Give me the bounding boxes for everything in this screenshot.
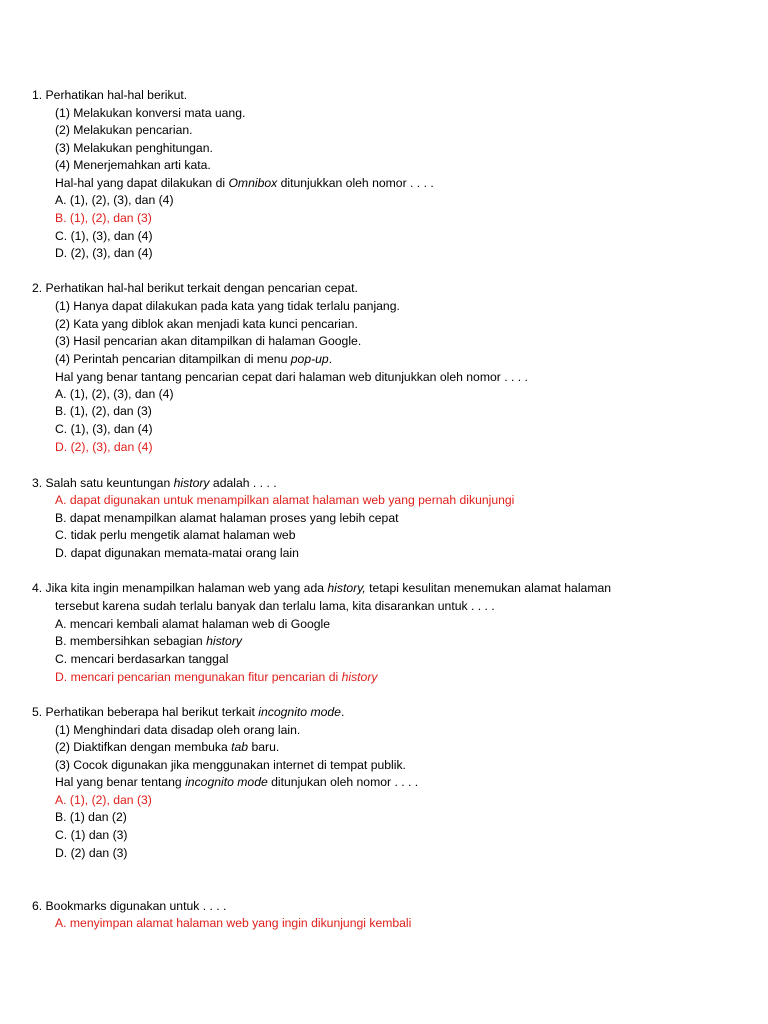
question-2-item-4-pre: (4) Perintah pencarian ditampilkan di menu <box>55 352 291 366</box>
question-2-item-3: (3) Hasil pencarian akan ditampilkan di halaman Google. <box>55 334 362 348</box>
question-4-option-d-answer <box>55 669 377 686</box>
question-3-option-d: D. dapat digunakan memata-matai orang lain <box>55 546 299 560</box>
question-4-option-b <box>55 633 242 650</box>
question-5-item-2-pre: (2) Diaktifkan dengan membuka <box>55 740 232 754</box>
question-5-prompt <box>55 774 418 791</box>
question-1-prompt <box>55 175 434 192</box>
question-2-item-1: (1) Hanya dapat dilakukan pada kata yang tidak terlalu panjang. <box>55 299 400 313</box>
question-3-text-em: history <box>173 476 210 490</box>
question-1-prompt-em: Omnibox <box>228 176 278 190</box>
question-4-option-b-pre: B. membersihkan sebagian <box>55 634 207 648</box>
question-2-option-a: A. (1), (2), (3), dan (4) <box>55 387 174 401</box>
question-3-text-pre: 3. Salah satu keuntungan <box>32 476 174 490</box>
question-5-item-3: (3) Cocok digunakan jika menggunakan internet di tempat publik. <box>55 758 406 772</box>
question-1-item-4: (4) Menerjemahkan arti kata. <box>55 158 211 172</box>
question-4-text <box>32 580 611 597</box>
question-2-item-2: (2) Kata yang diblok akan menjadi kata kunci pencarian. <box>55 317 358 331</box>
question-1-prompt-pre: Hal-hal yang dapat dilakukan di <box>55 176 229 190</box>
question-3-option-a-answer: A. dapat digunakan untuk menampilkan alamat halaman web yang pernah dikunjungi <box>55 493 515 507</box>
question-5-prompt-em: incognito mode <box>185 775 268 789</box>
question-3-text-post: adalah . . . . <box>209 476 277 490</box>
question-4-text-line-2: tersebut karena sudah terlalu banyak dan terlalu lama, kita disarankan untuk . . . . <box>55 599 495 613</box>
question-4-option-b-em: history <box>206 634 242 648</box>
question-2-text: 2. Perhatikan hal-hal berikut terkait dengan pencarian cepat. <box>32 281 358 295</box>
question-1-item-2: (2) Melakukan pencarian. <box>55 123 193 137</box>
question-1-item-1: (1) Melakukan konversi mata uang. <box>55 106 246 120</box>
question-5-option-a-answer: A. (1), (2), dan (3) <box>55 793 152 807</box>
question-6-text: 6. Bookmarks digunakan untuk . . . . <box>32 899 227 913</box>
question-5-text-pre: 5. Perhatikan beberapa hal berikut terkait <box>32 705 259 719</box>
question-1-option-d: D. (2), (3), dan (4) <box>55 246 153 260</box>
question-4-option-d-em: history <box>341 670 378 684</box>
question-5-option-d: D. (2) dan (3) <box>55 846 128 860</box>
question-1-text: 1. Perhatikan hal-hal berikut. <box>32 88 188 102</box>
question-2-option-c: C. (1), (3), dan (4) <box>55 422 153 436</box>
question-4-option-d-pre: D. mencari pencarian mengunakan fitur pencarian di <box>55 670 342 684</box>
question-5-option-b: B. (1) dan (2) <box>55 810 127 824</box>
question-1-option-a: A. (1), (2), (3), dan (4) <box>55 193 174 207</box>
question-5-item-1: (1) Menghindari data disadap oleh orang lain. <box>55 723 301 737</box>
question-2-item-4 <box>55 351 332 368</box>
question-6-option-a-answer: A. menyimpan alamat halaman web yang ingin dikunjungi kembali <box>55 916 412 930</box>
question-1-option-c: C. (1), (3), dan (4) <box>55 229 153 243</box>
question-4-text-post: tetapi kesulitan menemukan alamat halaman <box>365 581 612 595</box>
question-5-text-post: . <box>340 705 345 719</box>
question-5-item-2-post: baru. <box>248 740 280 754</box>
question-5-prompt-pre: Hal yang benar tentang <box>55 775 186 789</box>
question-3-option-b: B. dapat menampilkan alamat halaman proses yang lebih cepat <box>55 511 399 525</box>
question-1-item-3: (3) Melakukan penghitungan. <box>55 141 213 155</box>
question-1-option-b-answer: B. (1), (2), dan (3) <box>55 211 152 225</box>
question-4-option-a: A. mencari kembali alamat halaman web di Google <box>55 617 331 631</box>
question-3-option-c: C. tidak perlu mengetik alamat halaman web <box>55 528 296 542</box>
question-4-text-em: history, <box>327 581 366 595</box>
question-5-option-c: C. (1) dan (3) <box>55 828 128 842</box>
question-3-text <box>32 475 277 492</box>
question-5-text <box>32 704 344 721</box>
question-5-item-2-em: tab <box>231 740 249 754</box>
question-2-prompt: Hal yang benar tantang pencarian cepat dari halaman web ditunjukkan oleh nomor . . . . <box>55 370 528 384</box>
question-4-text-pre: 4. Jika kita ingin menampilkan halaman web yang ada <box>32 581 328 595</box>
question-5-prompt-post: ditunjukan oleh nomor . . . . <box>267 775 419 789</box>
question-4-option-c: C. mencari berdasarkan tanggal <box>55 652 229 666</box>
question-1-prompt-post: ditunjukkan oleh nomor . . . . <box>277 176 434 190</box>
question-2-option-b: B. (1), (2), dan (3) <box>55 404 152 418</box>
question-5-item-2 <box>55 739 279 756</box>
question-2-item-4-post: . <box>328 352 333 366</box>
question-2-option-d-answer: D. (2), (3), dan (4) <box>55 440 153 454</box>
question-2-item-4-em: pop-up <box>290 352 329 366</box>
question-5-text-em: incognito mode <box>258 705 341 719</box>
